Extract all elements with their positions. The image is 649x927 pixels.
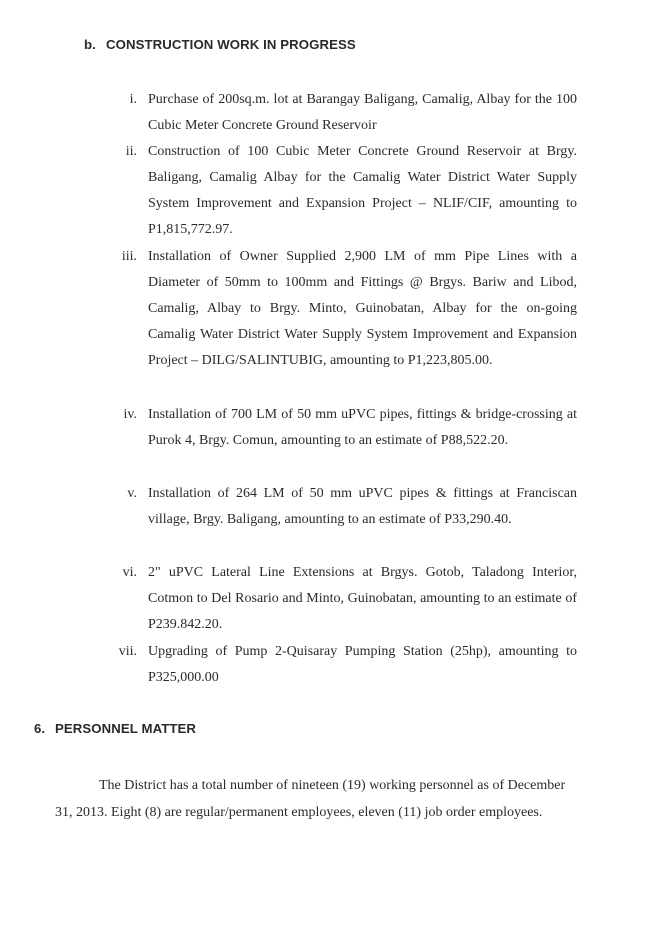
list-item-text: Installation of 264 LM of 50 mm uPVC pipes & fittings at Franciscan village, Brgy. Baligang, amounting to an estimate of P33,290.40. xyxy=(148,486,577,527)
list-item-text: Construction of 100 Cubic Meter Concrete Ground Reservoir at Brgy. Baligang, Camalig Albay for the Camalig Water District Water Supply System Improvement and Expansion Project – NLIF/CIF, amounting to P1,815,772.97. xyxy=(148,144,577,237)
list-item-numeral: vi. xyxy=(122,565,137,580)
list-item-numeral: vii. xyxy=(118,644,137,659)
list-item-numeral: iv. xyxy=(123,407,137,422)
list-item-numeral: i. xyxy=(129,92,137,107)
section-b-number: b. xyxy=(84,37,96,52)
section-6-title: PERSONNEL MATTER xyxy=(55,721,197,736)
list-item-text: Installation of 700 LM of 50 mm uPVC pipes, fittings & bridge-crossing at Purok 4, Brgy. Comun, amounting to an estimate of P88,522.20. xyxy=(148,407,577,448)
section-6-number: 6. xyxy=(34,721,46,736)
list-item-text: Purchase of 200sq.m. lot at Barangay Baligang, Camalig, Albay for the 100 Cubic Meter Concrete Ground Reservoir xyxy=(148,92,577,133)
personnel-paragraph: The District has a total number of nineteen (19) working personnel as of December 31, 2013. Eight (8) are regular/permanent employees, eleven (11) job order employees. xyxy=(55,778,566,820)
list-item-text: Installation of Owner Supplied 2,900 LM of mm Pipe Lines with a Diameter of 50mm to 100mm and Fittings @ Brgys. Bariw and Libod, Camalig, Albay to Brgy. Minto, Guinobatan, Albay for the on-going Camalig Water District Water Supply System Improvement and Expansion Project – DILG/SALINTUBIG, amounting to P1,223,805.00. xyxy=(148,249,577,368)
list-item-numeral: v. xyxy=(127,486,137,501)
section-b-title: CONSTRUCTION WORK IN PROGRESS xyxy=(106,37,356,52)
section-6-heading xyxy=(34,721,196,736)
list-item-text: 2" uPVC Lateral Line Extensions at Brgys. Gotob, Taladong Interior, Cotmon to Del Rosario and Minto, Guinobatan, amounting to an estimate of P239.842.20. xyxy=(148,565,577,632)
list-item-text: Upgrading of Pump 2-Quisaray Pumping Station (25hp), amounting to P325,000.00 xyxy=(148,644,577,685)
list-item-numeral: iii. xyxy=(121,249,137,264)
list-item-numeral: ii. xyxy=(125,144,137,159)
